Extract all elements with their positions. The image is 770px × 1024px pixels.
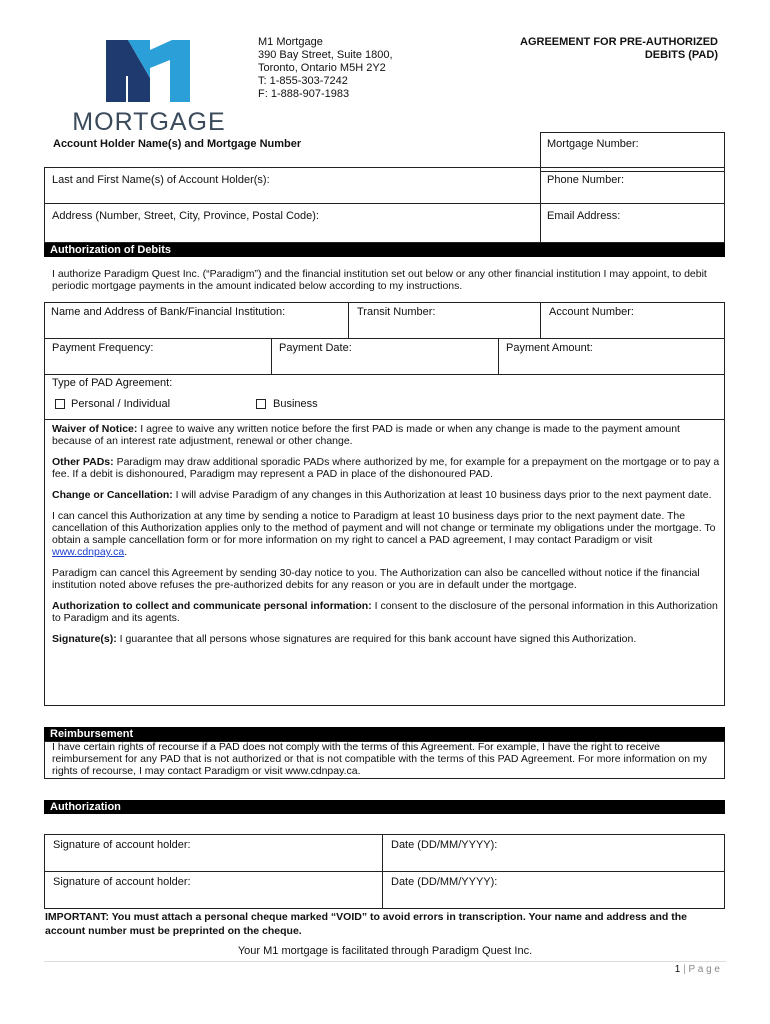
personal-info-text: I consent to the disclosure of the personal information in this Authorization to Paradigm and its agents. — [52, 600, 718, 624]
cancel-end: . — [124, 546, 128, 558]
signature-field-1[interactable] — [44, 834, 383, 872]
phone-number-label: Phone Number: — [547, 174, 625, 186]
reimbursement-text: I have certain rights of recourse if a PAD does not comply with the terms of this Agreement. For example, I have the right to receive reimbursement for any PAD that is not authorized or that is not compatible with the terms of this PAD Agreement. For more information on my rights of recourse, I may contact Paradigm or visit www.cdnpay.ca. — [52, 741, 707, 777]
phone-number-field[interactable] — [540, 167, 725, 204]
account-number-label: Account Number: — [549, 306, 634, 318]
payment-frequency-field[interactable] — [44, 338, 272, 375]
payment-amount-label: Payment Amount: — [506, 342, 593, 354]
other-pads-title: Other PADs: — [52, 456, 114, 468]
document-title — [520, 36, 718, 62]
authorization-intro: I authorize Paradigm Quest Inc. (“Paradigm”) and the financial institution set out below or any other financial institution I may appoint, to debit periodic mortgage payments in the amount indicated below according to my instructions. — [52, 268, 707, 292]
other-pads-paragraph — [52, 456, 720, 480]
document-title-line-2: DEBITS (PAD) — [644, 49, 718, 61]
change-paragraph — [52, 489, 720, 501]
footer-divider — [44, 961, 726, 962]
authorization-bar: Authorization — [44, 800, 725, 814]
company-fax: F: 1-888-907-1983 — [258, 88, 350, 100]
authorization-of-debits-bar: Authorization of Debits — [44, 243, 725, 257]
business-option-label: Business — [273, 398, 318, 410]
pad-type-field — [44, 374, 725, 420]
personal-info-title: Authorization to collect and communicate personal information: — [52, 600, 372, 612]
document-title-line-1: AGREEMENT FOR PRE-AUTHORIZED — [520, 36, 718, 48]
waiver-text: I agree to waive any written notice before the first PAD is made or when any change is made to the payment amount because of an interest rate adjustment, renewal or other change. — [52, 423, 680, 447]
email-field[interactable] — [540, 203, 725, 243]
personal-option-label: Personal / Individual — [71, 398, 171, 410]
email-label: Email Address: — [547, 210, 621, 222]
signature-paragraph — [52, 633, 720, 645]
address-label: Address (Number, Street, City, Province, Postal Code): — [52, 210, 319, 222]
company-phone: T: 1-855-303-7242 — [258, 75, 348, 87]
page-separator: | — [683, 964, 686, 975]
page-indicator — [675, 964, 720, 975]
cancel-paragraph — [52, 510, 720, 558]
pad-type-label: Type of PAD Agreement: — [52, 377, 173, 389]
cdnpay-link[interactable]: www.cdnpay.ca — [52, 546, 125, 558]
cancel-text: I can cancel this Authorization at any time by sending a notice to Paradigm at least 10 business days prior to the next payment date. The cancellation of this Authorization applies only to the method of payment and will not change or terminate my obligations under the mortgage. To obtain a sample cancellation form or for more information on my right to cancel a PAD agreement, I may contact Paradigm or visit — [52, 510, 716, 546]
payment-frequency-label: Payment Frequency: — [52, 342, 154, 354]
company-name: M1 Mortgage — [258, 36, 323, 48]
waiver-paragraph — [52, 423, 720, 447]
date-field-1[interactable] — [382, 834, 725, 872]
signature-label-1: Signature of account holder: — [53, 839, 191, 851]
other-pads-text: Paradigm may draw additional sporadic PADs where authorized by me, for example for a prepayment on the mortgage or to pay a fee. If a debit is dishonoured, Paradigm may represent a PAD in place of the dishonoured PAD. — [52, 456, 720, 480]
m1-mortgage-logo — [66, 38, 232, 136]
transit-number-label: Transit Number: — [357, 306, 436, 318]
payment-date-label: Payment Date: — [279, 342, 352, 354]
date-label-1: Date (DD/MM/YYYY): — [391, 839, 498, 851]
account-holder-names-field[interactable] — [44, 167, 541, 204]
terms-text — [52, 423, 720, 654]
payment-amount-field[interactable] — [498, 338, 725, 375]
bank-name-label: Name and Address of Bank/Financial Institution: — [51, 306, 286, 318]
mortgage-number-label: Mortgage Number: — [547, 138, 639, 150]
paradigm-cancel-paragraph: Paradigm can cancel this Agreement by sending 30-day notice to you. The Authorization can also be cancelled without notice if the financial institution noted above refuses the pre-authorized debits for any reason or you are in default under the mortgage. — [52, 567, 700, 591]
address-line-1: 390 Bay Street, Suite 1800, — [258, 49, 393, 61]
bank-name-field[interactable] — [44, 302, 349, 339]
logo-wordmark: MORTGAGE — [72, 108, 226, 136]
transit-number-field[interactable] — [348, 302, 541, 339]
signature-label-2: Signature of account holder: — [53, 876, 191, 888]
account-section-heading: Account Holder Name(s) and Mortgage Number — [53, 138, 302, 150]
business-checkbox[interactable] — [256, 399, 266, 409]
change-title: Change or Cancellation: — [52, 489, 173, 501]
account-holder-names-label: Last and First Name(s) of Account Holder(s): — [52, 174, 270, 186]
waiver-title: Waiver of Notice: — [52, 423, 138, 435]
page-number: 1 — [674, 964, 681, 975]
personal-checkbox[interactable] — [55, 399, 65, 409]
personal-info-paragraph — [52, 600, 720, 624]
signature-text: I guarantee that all persons whose signatures are required for this bank account have signed this Authorization. — [116, 633, 637, 645]
reimbursement-bar: Reimbursement — [44, 727, 725, 741]
signature-title: Signature(s): — [52, 633, 117, 645]
account-number-field[interactable] — [540, 302, 725, 339]
signature-field-2[interactable] — [44, 871, 383, 909]
company-address-block — [258, 36, 393, 101]
date-label-2: Date (DD/MM/YYYY): — [391, 876, 498, 888]
important-notice: IMPORTANT: You must attach a personal cheque marked “VOID” to avoid errors in transcription. Your name and address and the account number must be preprinted on the cheque. — [45, 911, 687, 937]
footer-note: Your M1 mortgage is facilitated through Paradigm Quest Inc. — [237, 945, 533, 957]
address-field[interactable] — [44, 203, 541, 243]
payment-date-field[interactable] — [271, 338, 499, 375]
change-text: I will advise Paradigm of any changes in this Authorization at least 10 business days prior to the next payment date. — [172, 489, 712, 501]
mortgage-number-field[interactable] — [540, 132, 725, 172]
address-line-2: Toronto, Ontario M5H 2Y2 — [258, 62, 386, 74]
date-field-2[interactable] — [382, 871, 725, 909]
page-label: P a g e — [688, 964, 720, 975]
